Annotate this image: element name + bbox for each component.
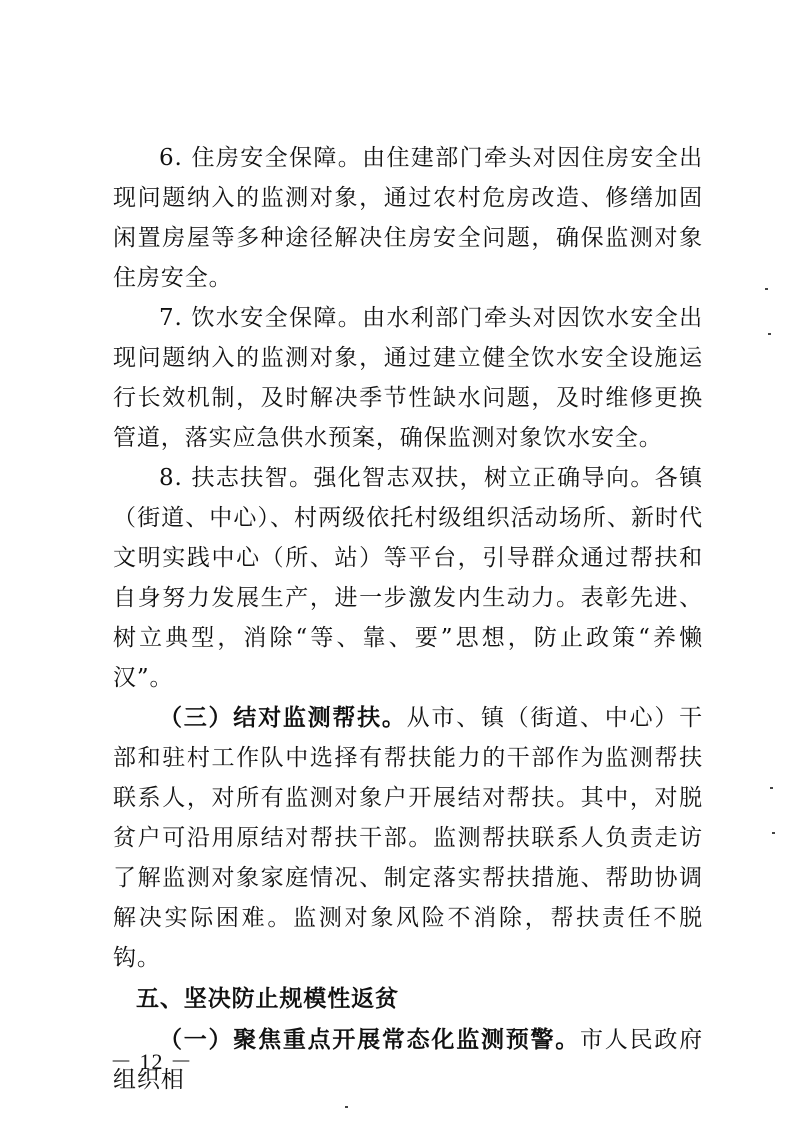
paragraph-paired-monitoring bbox=[113, 698, 703, 978]
paired-monitoring-lead: （三）结对监测帮扶。 bbox=[159, 704, 407, 731]
paired-monitoring-text: 从市、镇（街道、中心）干部和驻村工作队中选择有帮扶能力的干部作为监测帮扶联系人，对所有监测对象户开展结对帮扶。其中，对脱贫户可沿用原结对帮扶干部。监测帮扶联系人负责走访了解监测对象家庭情况、制定落实帮扶措施、帮助协调解决实际困难。监测对象风险不消除，帮扶责任不脱钩。 bbox=[113, 705, 703, 971]
paragraph-housing-safety: 6. 住房安全保障。由住建部门牵头对因住房安全出现问题纳入的监测对象，通过农村危房改造、修缮加固闲置房屋等多种途径解决住房安全问题，确保监测对象住房安全。 bbox=[113, 145, 703, 291]
scan-speck bbox=[772, 832, 775, 834]
document-body bbox=[113, 138, 703, 1100]
scan-speck bbox=[345, 1106, 348, 1108]
routine-monitoring-text: 市人民政府组织相 bbox=[113, 1027, 703, 1093]
scan-speck bbox=[765, 288, 768, 290]
page-number: － 12 － bbox=[110, 1049, 194, 1074]
scan-speck bbox=[768, 333, 771, 335]
paragraph-routine-monitoring bbox=[113, 1020, 703, 1100]
routine-monitoring-lead: （一）聚焦重点开展常态化监测预警。 bbox=[159, 1026, 581, 1053]
paragraph-aspiration-support: 8. 扶志扶智。强化智志双扶，树立正确导向。各镇（街道、中心）、村两级依托村级组织活动场所、新时代文明实践中心（所、站）等平台，引导群众通过帮扶和自身努力发展生产，进一步激发内生动力。表彰先进、树立典型，消除“等、靠、要”思想，防止政策“养懒汉”。 bbox=[113, 465, 703, 691]
section-heading-prevent-poverty-return: 五、坚决防止规模性返贫 bbox=[136, 985, 399, 1012]
scan-speck bbox=[770, 787, 773, 789]
paragraph-water-safety: 7. 饮水安全保障。由水利部门牵头对因饮水安全出现问题纳入的监测对象，通过建立健全饮水安全设施运行长效机制，及时解决季节性缺水问题，及时维修更换管道，落实应急供水预案，确保监测对象饮水安全。 bbox=[113, 305, 703, 451]
